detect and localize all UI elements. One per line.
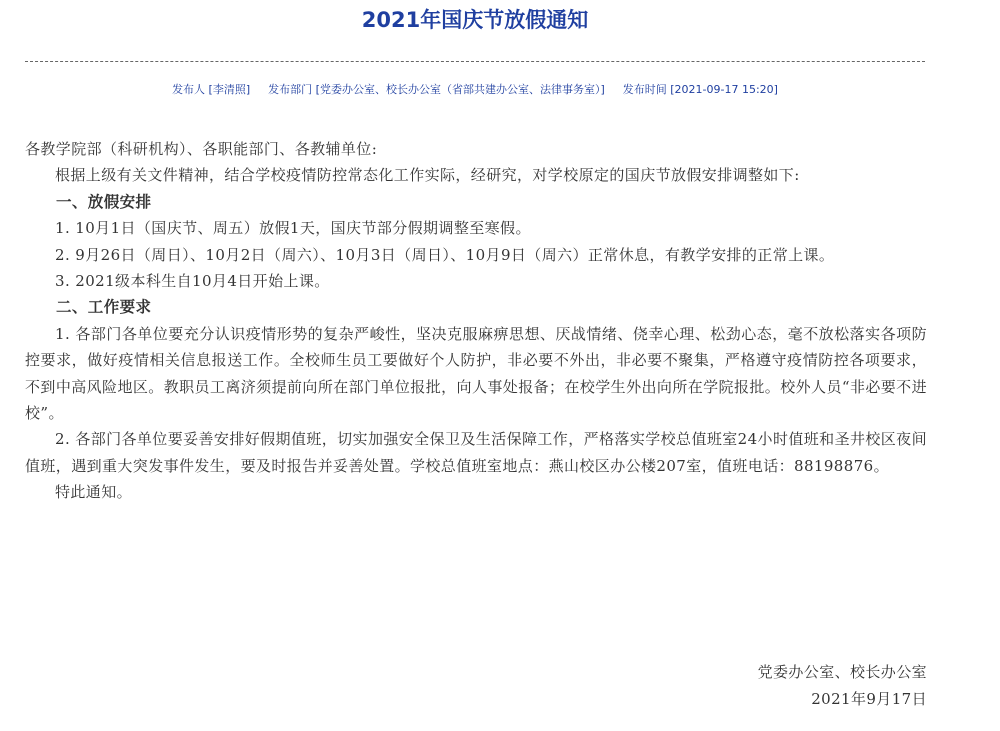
- title-divider: [25, 61, 925, 62]
- publisher: 发布人 [李清照]: [172, 83, 251, 96]
- intro-paragraph: 根据上级有关文件精神，结合学校疫情防控常态化工作实际，经研究，对学校原定的国庆节放假安排调整如下:: [55, 166, 800, 185]
- publish-meta: [0, 82, 950, 98]
- publish-time: 发布时间 [2021-09-17 15:20]: [622, 83, 778, 96]
- requirement-item-1: 1. 各部门各单位要充分认识疫情形势的复杂严峻性，坚决克服麻痹思想、厌战情绪、侥幸心理、松劲心态，毫不放松落实各项防控要求，做好疫情相关信息报送工作。全校师生员工要做好个人防护，非必要不外出，非必要不聚集，严格遵守疫情防控各项要求，不到中高风险地区。教职员工离济须提前向所在部门单位报批，向人事处报备；在校学生外出向所在学院报批。校外人员“非必要不进校”。: [25, 324, 927, 423]
- publish-department: 发布部门 [党委办公室、校长办公室（省部共建办公室、法律事务室）]: [268, 83, 605, 96]
- signature-office: 党委办公室、校长办公室: [757, 663, 927, 681]
- holiday-item-3: 3. 2021级本科生自10月4日开始上课。: [55, 272, 330, 291]
- signature-date: 2021年9月17日: [811, 690, 927, 708]
- requirement-item-2: 2. 各部门各单位要妥善安排好假期值班，切实加强安全保卫及生活保障工作，严格落实学校总值班室24小时值班和圣井校区夜间值班，遇到重大突发事件发生，要及时报告并妥善处置。学校总值班室地点：燕山校区办公楼207室，值班电话：88198876。: [25, 430, 927, 475]
- closing-line: 特此通知。: [55, 483, 133, 502]
- page-title: 2021年国庆节放假通知: [361, 8, 589, 32]
- salutation: 各教学院部（科研机构）、各职能部门、各教辅单位:: [25, 140, 378, 158]
- holiday-item-1: 1. 10月1日（国庆节、周五）放假1天，国庆节部分假期调整至寒假。: [55, 219, 531, 238]
- holiday-item-2: 2. 9月26日（周日）、10月2日（周六）、10月3日（周日）、10月9日（周六）正常休息，有教学安排的正常上课。: [55, 245, 835, 264]
- section-heading-holiday: 一、放假安排: [56, 192, 152, 211]
- notice-body: [25, 136, 927, 506]
- section-heading-requirements: 二、工作要求: [56, 298, 152, 317]
